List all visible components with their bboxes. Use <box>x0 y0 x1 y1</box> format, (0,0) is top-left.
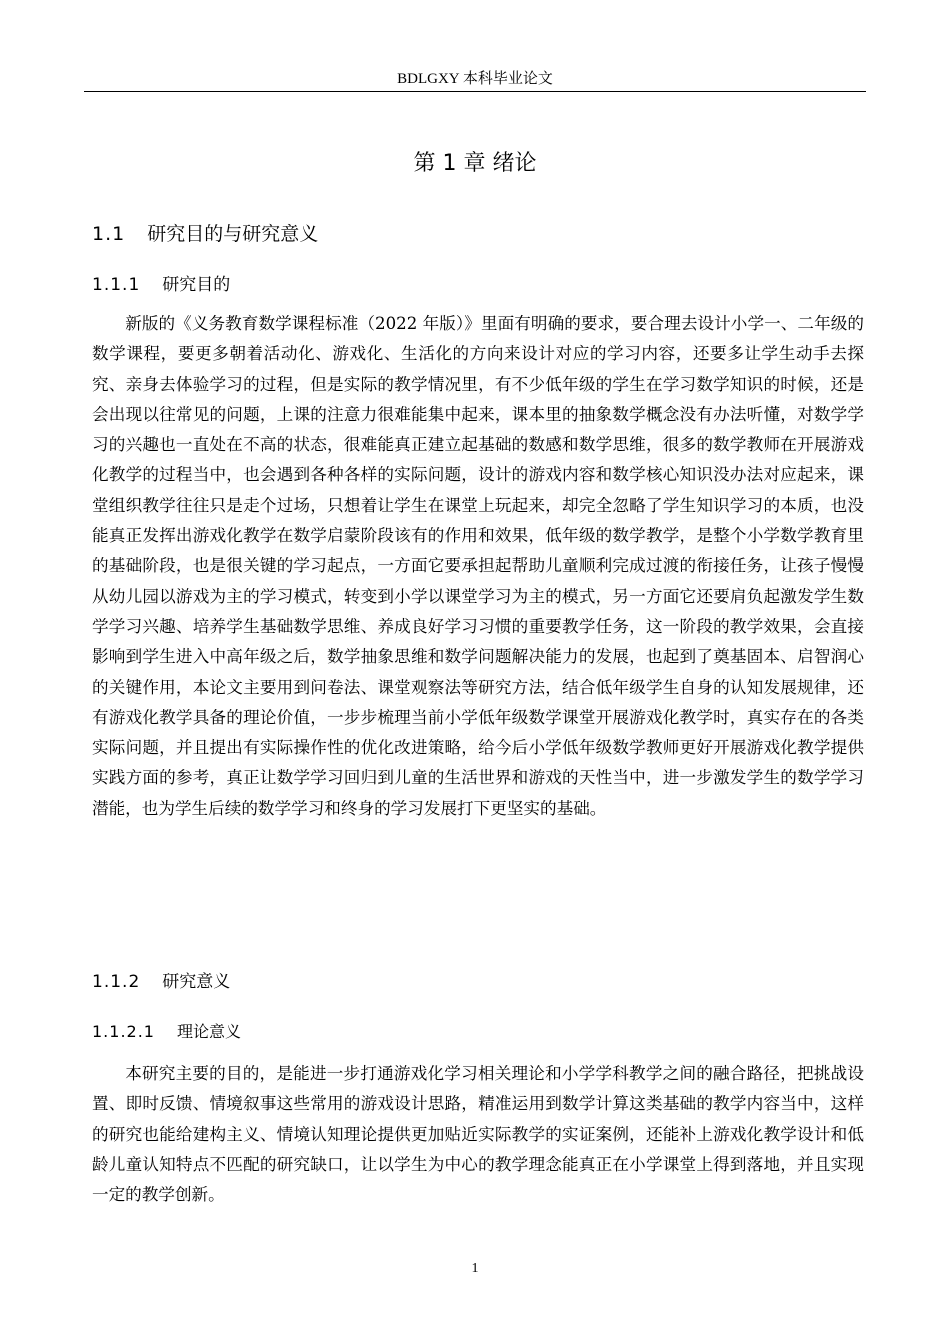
body-paragraph-theoretical-significance: 本研究主要的目的，是能进一步打通游戏化学习相关理论和小学学科教学之间的融合路径，把挑战设置、即时反馈、情境叙事这些常用的游戏设计思路，精准运用到数学计算这类基础的教学内容当中，这样的研究也能给建构主义、情境认知理论提供更加贴近实际教学的实证案例，还能补上游戏化教学设计和低龄儿童认知特点不匹配的研究缺口，让以学生为中心的教学理念能真正在小学课堂上得到落地，并且实现一定的教学创新。 <box>92 1064 864 1205</box>
section-number: 1.1.1 <box>92 275 141 295</box>
header-rule <box>84 91 866 92</box>
page-number: 1 <box>471 1261 479 1276</box>
section-number: 1.1 <box>92 223 126 245</box>
section-number: 1.1.2 <box>92 972 141 992</box>
section-heading-1-1 <box>92 222 318 246</box>
body-paragraph-research-purpose: 新版的《义务教育数学课程标准（2022 年版）》里面有明确的要求，要合理去设计小学一、二年级的数学课程，要更多朝着活动化、游戏化、生活化的方向来设计对应的学习内容，还要多让学生动手去探究、亲身去体验学习的过程，但是实际的教学情况里，有不少低年级的学生在学习数学知识的时候，还是会出现以往常见的问题，上课的注意力很难能集中起来，课本里的抽象数学概念没有办法听懂，对数学学习的兴趣也一直处在不高的状态，很难能真正建立起基础的数感和数学思维，很多的数学教师在开展游戏化教学的过程当中，也会遇到各种各样的实际问题，设计的游戏内容和数学核心知识没办法对应起来，课堂组织教学往往只是走个过场，只想着让学生在课堂上玩起来，却完全忽略了学生知识学习的本质，也没能真正发挥出游戏化教学在数学启蒙阶段该有的作用和效果，低年级的数学教学，是整个小学数学教育里的基础阶段，也是很关键的学习起点，一方面它要承担起帮助儿童顺利完成过渡的衔接任务，让孩子慢慢从幼儿园以游戏为主的学习模式，转变到小学以课堂学习为主的模式，另一方面它还要肩负起激发学生数学学习兴趣、培养学生基础数学思维、养成良好学习习惯的重要教学任务，这一阶段的教学效果，会直接影响到学生进入中高年级之后，数学抽象思维和数学问题解决能力的发展，也起到了奠基固本、启智润心的关键作用，本论文主要用到问卷法、课堂观察法等研究方法，结合低年级学生自身的认知发展规律，还有游戏化教学具备的理论价值，一步步梳理当前小学低年级数学课堂开展游戏化教学时，真实存在的各类实际问题，并且提出有实际操作性的优化改进策略，给今后小学低年级数学教师更好开展游戏化教学提供实践方面的参考，真正让数学学习回归到儿童的生活世界和游戏的天性当中，进一步激发学生的数学学习潜能，也为学生后续的数学学习和终身的学习发展打下更坚实的基础。 <box>92 314 864 818</box>
chapter-title: 第 1 章 绪论 <box>413 151 537 176</box>
section-title: 研究目的 <box>162 275 231 295</box>
section-number: 1.1.2.1 <box>92 1022 155 1041</box>
section-title: 理论意义 <box>176 1022 241 1041</box>
section-heading-1-1-2-1 <box>92 1022 241 1042</box>
running-header: BDLGXY 本科毕业论文 <box>397 71 553 87</box>
section-title: 研究意义 <box>162 972 231 992</box>
section-heading-1-1-1 <box>92 274 230 296</box>
section-title: 研究目的与研究意义 <box>147 223 319 245</box>
section-heading-1-1-2 <box>92 971 230 993</box>
